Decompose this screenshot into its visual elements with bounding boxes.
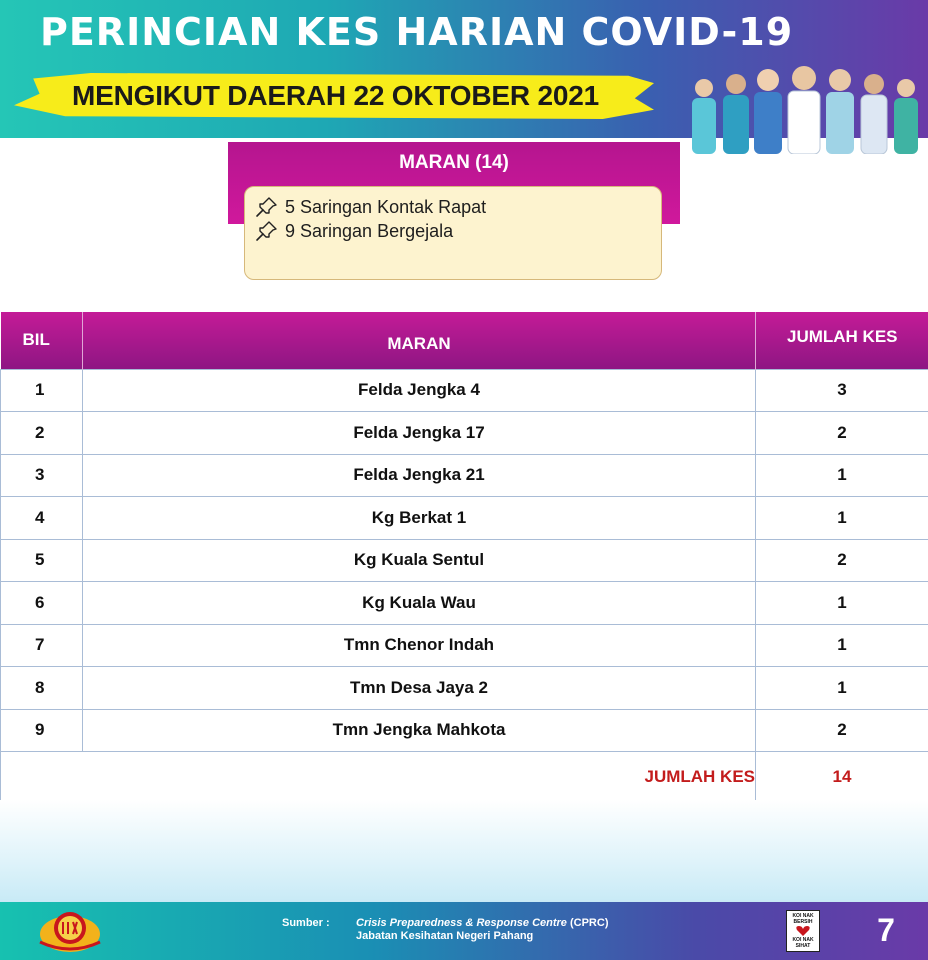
row-number: 6 — [1, 582, 83, 625]
page-subtitle: MENGIKUT DAERAH 22 OKTOBER 2021 — [72, 80, 599, 111]
row-number: 9 — [1, 709, 83, 752]
note-text: 9 Saringan Bergejala — [285, 220, 454, 241]
case-count: 2 — [756, 539, 928, 582]
table-row — [1, 412, 928, 455]
locality-name: Felda Jengka 17 — [83, 412, 756, 455]
heart-icon — [796, 925, 810, 937]
case-count: 1 — [756, 582, 928, 625]
locality-name: Tmn Chenor Indah — [83, 624, 756, 667]
locality-name: Felda Jengka 21 — [83, 454, 756, 497]
row-number: 2 — [1, 412, 83, 455]
table-row — [1, 497, 928, 540]
total-value: 14 — [756, 752, 928, 802]
table-row — [1, 454, 928, 497]
note-item — [255, 219, 661, 243]
district-title: MARAN (14) — [399, 152, 509, 173]
table-header-row — [1, 312, 928, 369]
source-text — [356, 917, 676, 943]
koi-logo-bottom-text: KOI NAK SIHAT — [792, 937, 814, 949]
pushpin-icon — [255, 196, 279, 218]
total-label: JUMLAH KES — [1, 752, 756, 802]
source-department: Jabatan Kesihatan Negeri Pahang — [356, 930, 534, 942]
column-header-jumlah-kes: JUMLAH KES — [756, 312, 928, 369]
column-header-maran: MARAN — [83, 312, 756, 369]
row-number: 3 — [1, 454, 83, 497]
cases-table-container — [0, 312, 928, 802]
locality-name: Tmn Jengka Mahkota — [83, 709, 756, 752]
decorative-wave-background — [0, 800, 928, 902]
case-count: 1 — [756, 454, 928, 497]
row-number: 8 — [1, 667, 83, 710]
locality-name: Tmn Desa Jaya 2 — [83, 667, 756, 710]
note-item — [255, 195, 661, 219]
case-count: 3 — [756, 369, 928, 412]
case-count: 1 — [756, 667, 928, 710]
source-abbreviation: (CPRC) — [569, 917, 609, 929]
total-row — [1, 752, 928, 802]
row-number: 5 — [1, 539, 83, 582]
case-count: 1 — [756, 497, 928, 540]
page-number: 7 — [877, 912, 895, 948]
row-number: 1 — [1, 369, 83, 412]
source-label: Sumber : — [282, 917, 330, 929]
locality-name: Kg Kuala Wau — [83, 582, 756, 625]
table-row — [1, 709, 928, 752]
case-count: 2 — [756, 709, 928, 752]
table-row — [1, 539, 928, 582]
cases-table — [0, 312, 928, 802]
source-organization: Crisis Preparedness & Response Centre — [356, 917, 567, 929]
table-row — [1, 667, 928, 710]
pushpin-icon — [255, 220, 279, 242]
note-text: 5 Saringan Kontak Rapat — [285, 196, 487, 217]
koi-logo-top-text: KOI NAK BERSIH — [792, 913, 814, 925]
page-title: PERINCIAN KES HARIAN COVID-19 — [40, 10, 794, 54]
table-row — [1, 624, 928, 667]
locality-name: Felda Jengka 4 — [83, 369, 756, 412]
jkn-logo-icon — [30, 904, 110, 956]
row-number: 7 — [1, 624, 83, 667]
column-header-bil: BIL — [1, 312, 83, 369]
koi-nak-bersih-logo — [786, 910, 820, 952]
row-number: 4 — [1, 497, 83, 540]
case-notes-box — [244, 186, 662, 280]
locality-name: Kg Berkat 1 — [83, 497, 756, 540]
table-row — [1, 369, 928, 412]
case-count: 2 — [756, 412, 928, 455]
case-count: 1 — [756, 624, 928, 667]
locality-name: Kg Kuala Sentul — [83, 539, 756, 582]
medical-staff-illustration — [680, 58, 928, 154]
table-row — [1, 582, 928, 625]
